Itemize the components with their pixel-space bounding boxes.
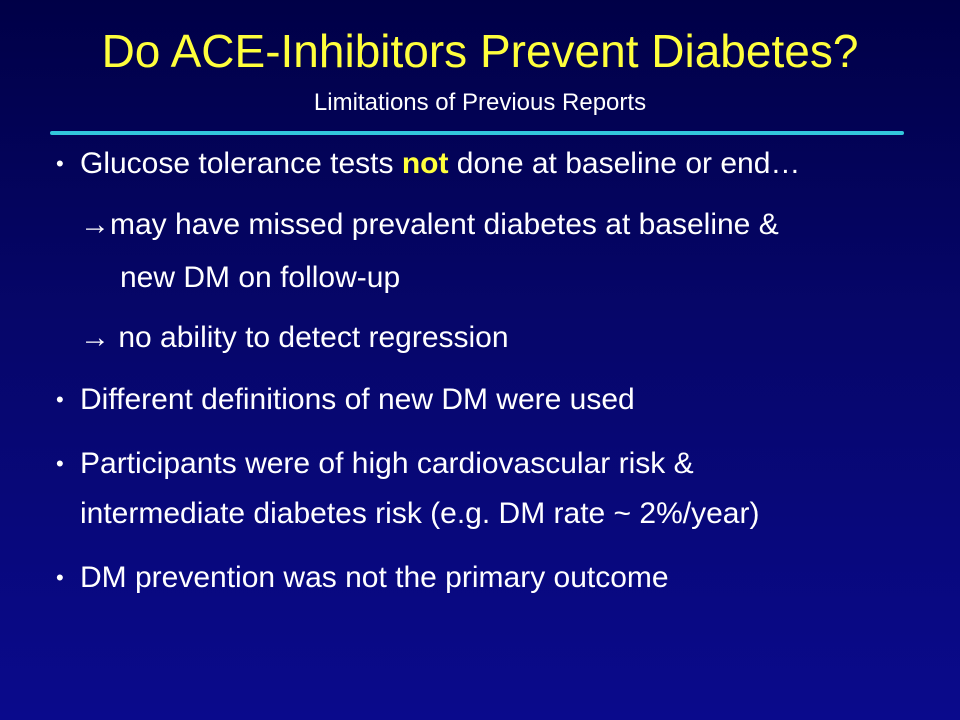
sub-item-missed-diabetes-line1 [80,207,779,243]
title-divider [50,131,904,135]
slide-title: Do ACE-Inhibitors Prevent Diabetes? [101,25,859,77]
bullet-text-post: done at baseline or end… [448,147,801,180]
sub-item-regression [80,320,509,356]
bullet-icon: • [56,151,64,176]
bullet-item-primary-outcome: DM prevention was not the primary outcome [80,561,669,594]
slide-subtitle: Limitations of Previous Reports [313,89,647,116]
arrow-icon: → [80,208,110,241]
bullet-text-pre: Glucose tolerance tests [80,147,402,180]
bullet-item-definitions: Different definitions of new DM were used [80,383,635,416]
bullet-item-participants-line1: Participants were of high cardiovascular risk & [80,447,694,480]
highlighted-word: not [401,147,449,180]
arrow-icon: → [80,321,110,354]
bullet-icon: • [56,451,64,476]
sub-item-missed-diabetes-line2: new DM on follow-up [120,261,401,294]
bullet-item-participants-line2: intermediate diabetes risk (e.g. DM rate ~ 2%/year) [80,497,760,530]
bullet-icon: • [56,565,64,590]
sub-item-text: may have missed prevalent diabetes at baseline & [110,208,779,241]
bullet-icon: • [56,387,64,412]
bullet-item-glucose-tests [80,146,800,182]
sub-item-text: no ability to detect regression [110,321,509,354]
